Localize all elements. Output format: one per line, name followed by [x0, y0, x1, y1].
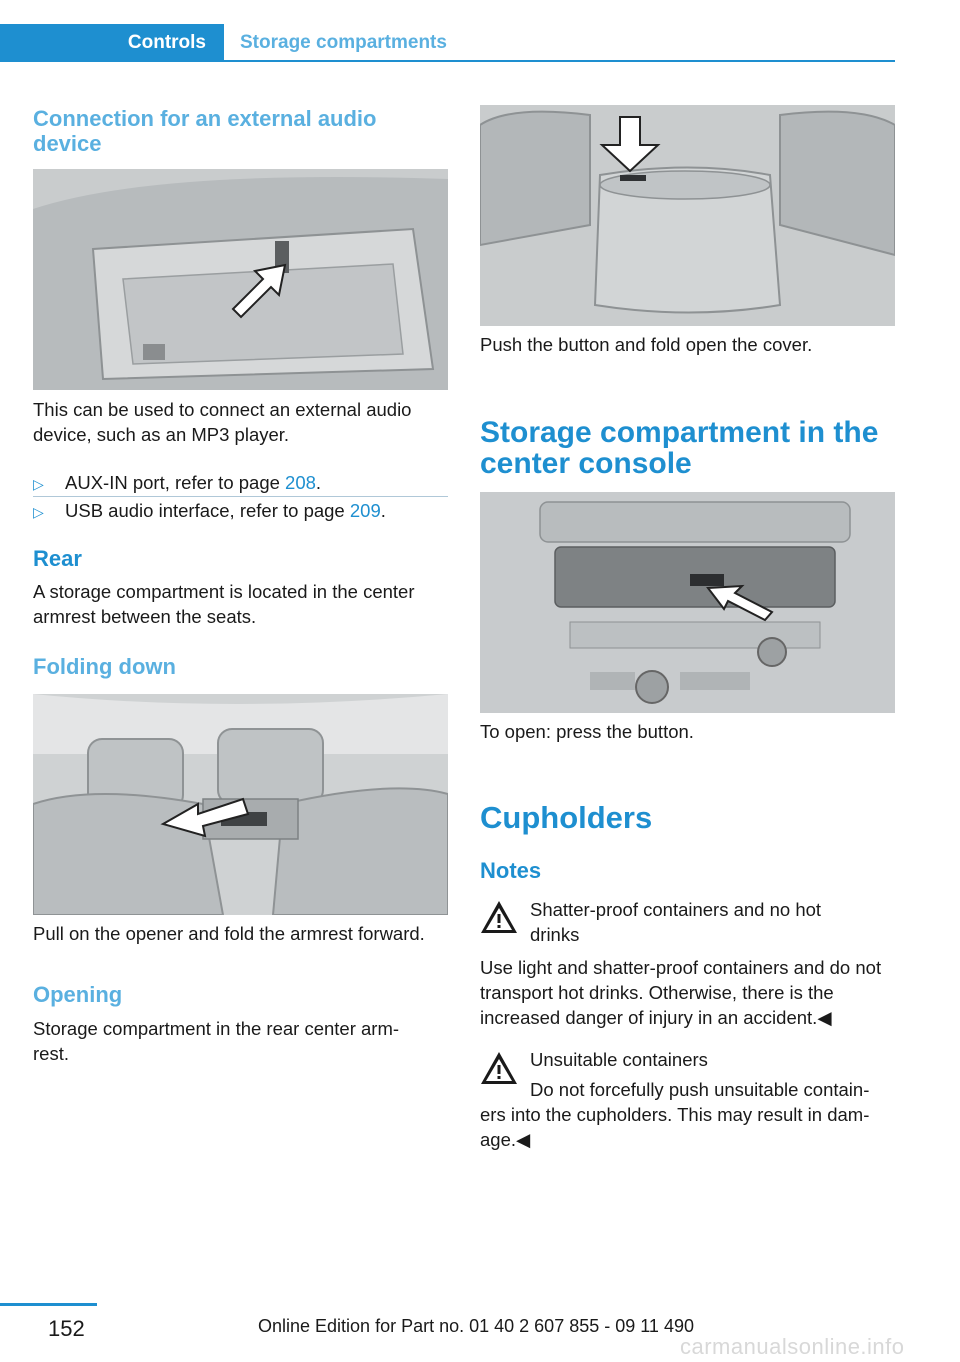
- edition-text: Online Edition for Part no. 01 40 2 607 855 - 09 11 490: [258, 1316, 694, 1336]
- bullet-aux-in: ▷ AUX-IN port, refer to page 208.: [33, 470, 448, 497]
- page-link-209[interactable]: 209: [349, 500, 381, 521]
- chapter-tab[interactable]: Controls: [0, 24, 224, 62]
- photo-center-console: [480, 492, 895, 713]
- bullet-divider: [33, 496, 448, 497]
- warning-title-unsuitable: Unsuitable containers: [530, 1049, 708, 1070]
- paragraph-push-button: Push the button and fold open the cover.: [480, 334, 813, 355]
- warning-triangle-icon: [479, 1050, 519, 1086]
- warning-body-shatter-proof: Use light and shatter-proof containers and do not transport hot drinks. Otherwise, there is the increased danger of injury in an accident.◀: [480, 957, 882, 1028]
- heading-opening: Opening: [33, 982, 123, 1007]
- photo-armrest-cover: [480, 105, 895, 326]
- paragraph-opening: Storage compartment in the rear center arm-rest.: [33, 1018, 400, 1064]
- paragraph-external-audio: This can be used to connect an external audio device, such as an MP3 player.: [33, 399, 412, 445]
- warning-body-unsuitable-line1: Do not forcefully push unsuitable contain-: [530, 1079, 870, 1100]
- heading-rear: Rear: [33, 546, 82, 571]
- paragraph-rear: A storage compartment is located in the center armrest between the seats.: [33, 581, 415, 627]
- heading-center-console: Storage compartment in the center console: [480, 416, 879, 480]
- paragraph-to-open: To open: press the button.: [480, 721, 694, 742]
- heading-notes: Notes: [480, 858, 542, 883]
- bullet-usb-audio: ▷ USB audio interface, refer to page 209.: [33, 498, 448, 525]
- warning-body-unsuitable-rest: ers into the cupholders. This may result in dam-age.◀: [480, 1104, 870, 1150]
- footer-rule: [0, 1303, 97, 1306]
- photo-audio-port: [33, 169, 448, 390]
- watermark: carmanualsonline.info: [680, 1334, 905, 1359]
- heading-external-audio: Connection for an external audio device: [33, 106, 377, 156]
- warning-triangle-icon: [479, 899, 519, 935]
- paragraph-folding-down: Pull on the opener and fold the armrest forward.: [33, 923, 425, 944]
- bullet-triangle-icon: ▷: [33, 504, 44, 520]
- heading-folding-down: Folding down: [33, 654, 176, 679]
- photo-armrest-fold: [33, 694, 448, 915]
- warning-title-shatter-proof: Shatter-proof containers and no hot drinks: [530, 899, 822, 945]
- page-header: [0, 0, 895, 62]
- header-rule: [224, 60, 895, 62]
- bullet-triangle-icon: ▷: [33, 476, 44, 492]
- section-tab[interactable]: Storage compartments: [240, 32, 447, 53]
- page-link-208[interactable]: 208: [285, 472, 316, 493]
- heading-cupholders: Cupholders: [480, 800, 653, 835]
- page-number: 152: [48, 1316, 85, 1341]
